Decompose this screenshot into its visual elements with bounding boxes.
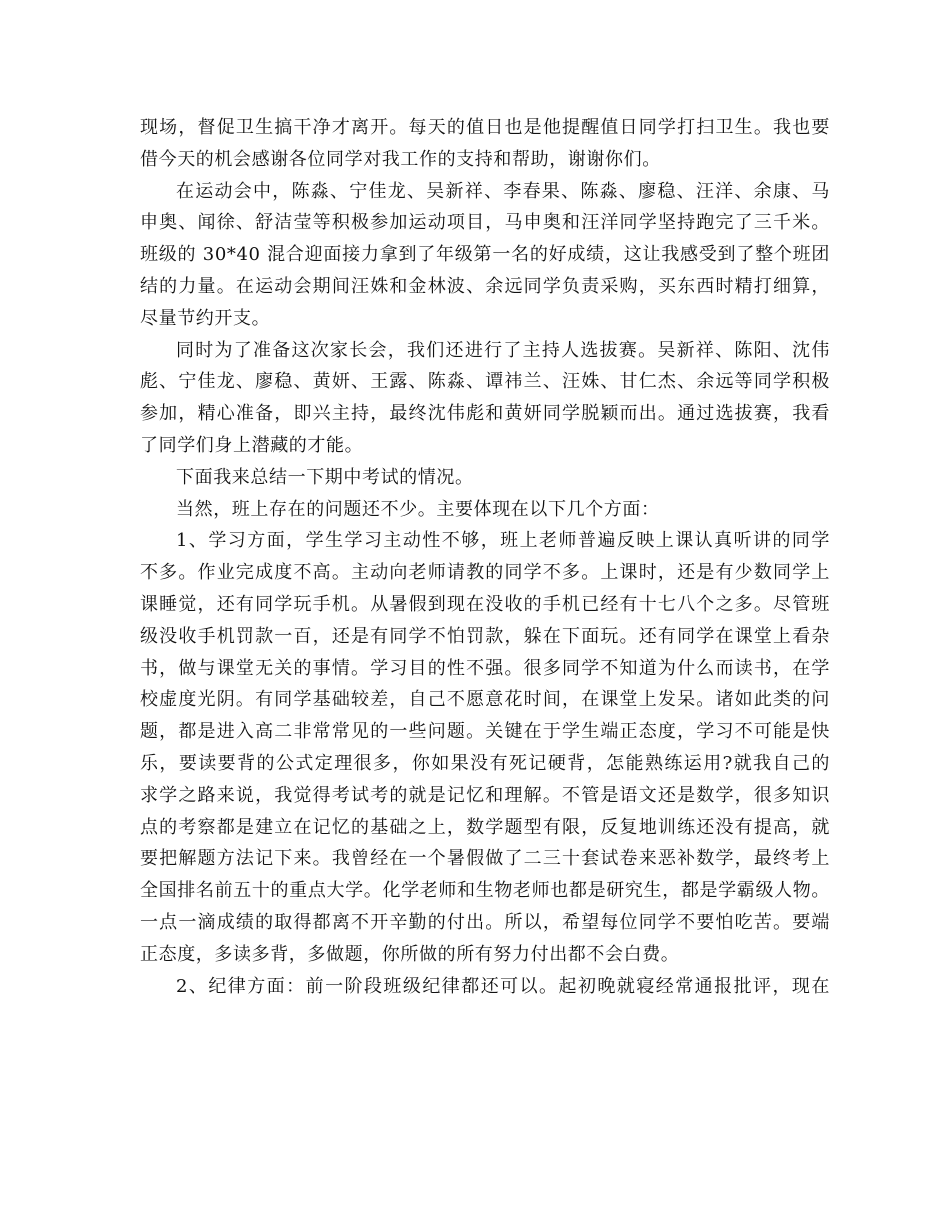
text-line: 尽量节约开支。 [140,307,271,329]
text-line: 在运动会中，陈淼、宁佳龙、吴新祥、李春果、陈淼、廖稳、汪洋、余康、马 [176,180,830,202]
text-line: 当然，班上存在的问题还不少。主要体现在以下几个方面： [176,498,660,520]
text-line: 参加，精心准备，即兴主持，最终沈伟彪和黄妍同学脱颖而出。通过选拔赛，我看 [140,403,830,425]
text-line: 班级的 30*40 混合迎面接力拿到了年级第一名的好成绩，这让我感受到了整个班团 [140,244,830,266]
document-body [140,112,830,1002]
text-line: 同时为了准备这次家长会，我们还进行了主持人选拔赛。吴新祥、陈阳、沈伟 [176,339,830,361]
text-line: 借今天的机会感谢各位同学对我工作的支持和帮助，谢谢你们。 [140,148,661,170]
text-line: 了同学们身上潜藏的才能。 [140,434,364,456]
text-line: 结的力量。在运动会期间汪姝和金林波、余远同学负责采购，买东西时精打细算， [140,275,830,297]
text-line: 不多。作业完成度不高。主动向老师请教的同学不多。上课时，还是有少数同学上 [140,562,830,584]
text-line: 申奥、闻徐、舒洁莹等积极参加运动项目，马申奥和汪洋同学坚持跑完了三千米。 [140,212,830,234]
text-line: 彪、宁佳龙、廖稳、黄妍、王露、陈淼、谭祎兰、汪姝、甘仁杰、余远等同学积极 [140,371,830,393]
text-line: 全国排名前五十的重点大学。化学老师和生物老师也都是研究生，都是学霸级人物。 [140,880,830,902]
text-line: 正态度，多读多背，多做题，你所做的所有努力付出都不会白费。 [140,943,680,965]
text-line: 一点一滴成绩的取得都离不开辛勤的付出。所以，希望每位同学不要怕吃苦。要端 [140,911,830,933]
text-line: 书，做与课堂无关的事情。学习目的性不强。很多同学不知道为什么而读书，在学 [140,657,830,679]
text-line: 题，都是进入高二非常常见的一些问题。关键在于学生端正态度，学习不可能是快 [140,721,830,743]
text-line: 课睡觉，还有同学玩手机。从暑假到现在没收的手机已经有十七八个之多。尽管班 [140,593,830,615]
text-line: 校虚度光阴。有同学基础较差，自己不愿意花时间，在课堂上发呆。诸如此类的问 [140,689,830,711]
text-line: 1、学习方面，学生学习主动性不够，班上老师普遍反映上课认真听讲的同学 [176,530,830,552]
text-line: 级没收手机罚款一百，还是有同学不怕罚款，躲在下面玩。还有同学在课堂上看杂 [140,625,830,647]
text-line: 乐，要读要背的公式定理很多，你如果没有死记硬背，怎能熟练运用?就我自己的 [140,752,830,774]
text-line: 点的考察都是建立在记忆的基础之上，数学题型有限，反复地训练还没有提高，就 [140,816,830,838]
text-line: 下面我来总结一下期中考试的情况。 [176,466,474,488]
text-line: 现场，督促卫生搞干净才离开。每天的值日也是他提醒值日同学打扫卫生。我也要 [140,117,830,138]
text-line: 要把解题方法记下来。我曾经在一个暑假做了二三十套试卷来恶补数学，最终考上 [140,848,830,870]
text-line: 2、纪律方面：前一阶段班级纪律都还可以。起初晚就寝经常通报批评，现在 [176,975,830,997]
text-line: 求学之路来说，我觉得考试考的就是记忆和理解。不管是语文还是数学，很多知识 [140,784,830,806]
